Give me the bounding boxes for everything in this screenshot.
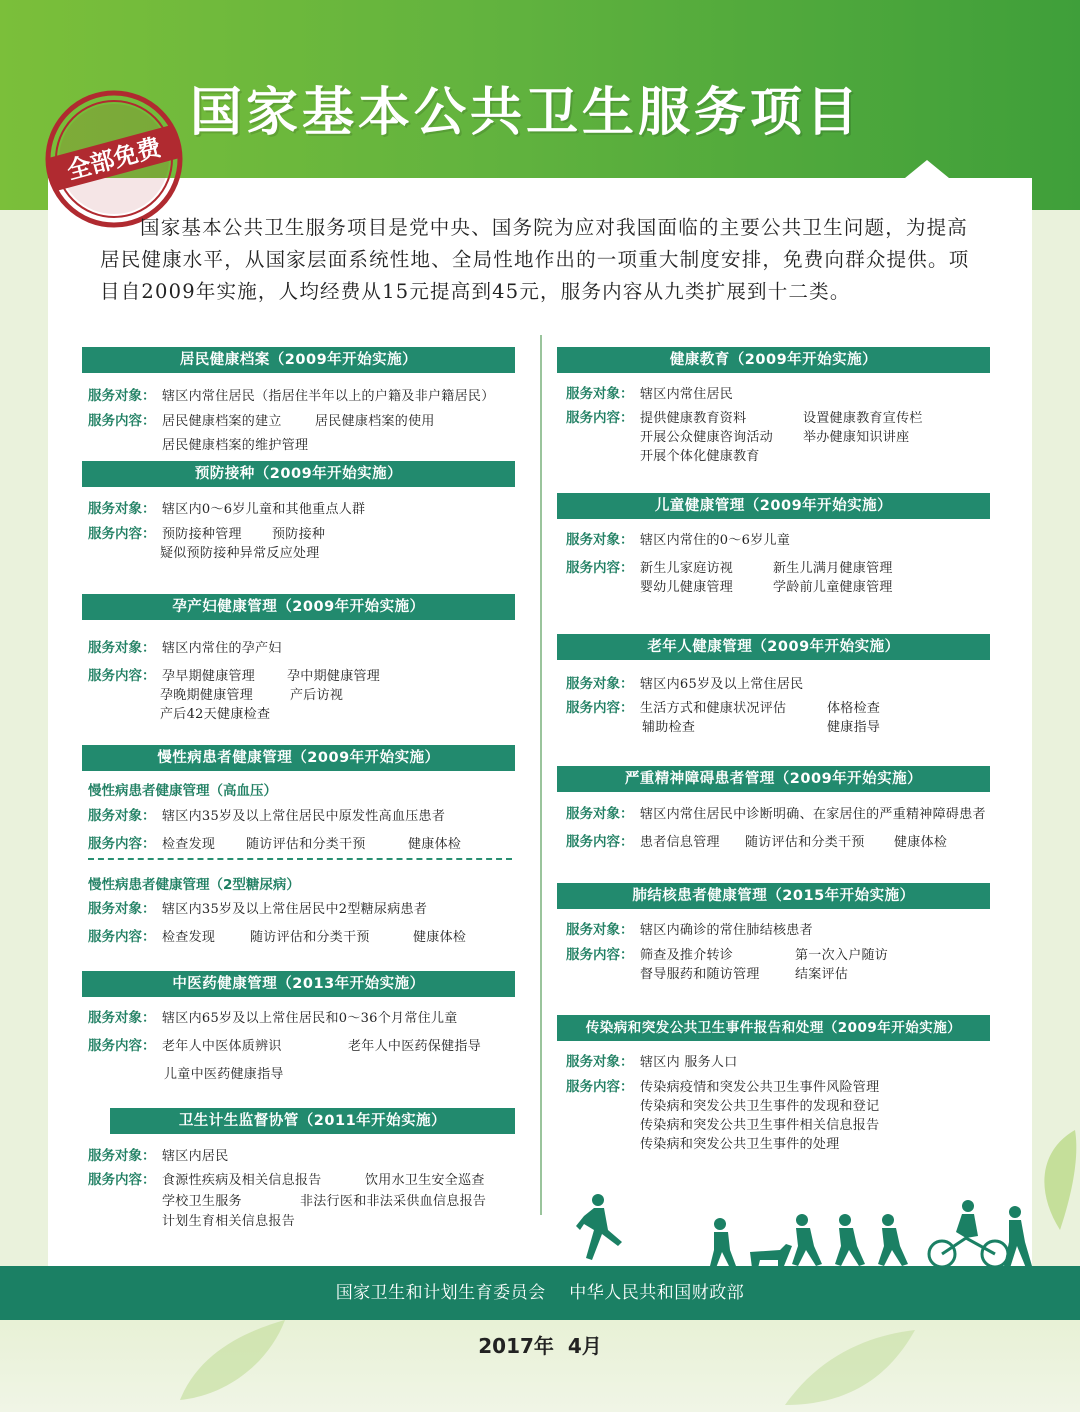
content-item: 学校卫生服务: [162, 1194, 242, 1209]
target-label: 服务对象：: [88, 501, 156, 517]
content-item: 居民健康档案的使用: [315, 414, 435, 429]
target-label: 服务对象：: [566, 1054, 634, 1070]
content-item: 孕晚期健康管理: [160, 688, 254, 703]
section-title-vaccination: 预防接种（2009年开始实施）: [82, 461, 515, 487]
content-label: 服务内容：: [566, 560, 634, 576]
content-item: 食源性疾病及相关信息报告: [162, 1173, 322, 1188]
content-item: 居民健康档案的维护管理: [162, 438, 309, 453]
content-item: 结案评估: [795, 967, 849, 982]
target-label: 服务对象：: [88, 1148, 156, 1164]
target-label: 服务对象：: [88, 901, 156, 917]
content-item: 传染病和突发公共卫生事件的处理: [640, 1137, 840, 1152]
content-label: 服务内容：: [566, 700, 634, 716]
content-item: 检查发现: [162, 837, 216, 852]
target-text: 辖区内 服务人口: [640, 1055, 738, 1070]
target-label: 服务对象：: [88, 640, 156, 656]
content-item: 健康体检: [408, 837, 462, 852]
dashed-separator: [88, 858, 512, 860]
target-label: 服务对象：: [566, 806, 634, 822]
content-label: 服务内容：: [88, 1172, 156, 1188]
paper-notch: [905, 160, 949, 178]
content-item: 预防接种管理: [162, 527, 242, 542]
content-item: 孕早期健康管理: [162, 669, 256, 684]
section-title-mental-health: 严重精神障碍患者管理（2009年开始实施）: [557, 766, 990, 792]
leaf-decoration-icon: [170, 1310, 290, 1410]
content-label: 服务内容：: [88, 413, 156, 429]
content-item: 产后访视: [290, 688, 344, 703]
section-title-supervision: 卫生计生监督协管（2011年开始实施）: [110, 1108, 515, 1134]
section-title-health-records: 居民健康档案（2009年开始实施）: [82, 347, 515, 373]
target-label: 服务对象：: [566, 676, 634, 692]
content-item: 儿童中医药健康指导: [164, 1067, 284, 1082]
content-label: 服务内容：: [566, 834, 634, 850]
content-item: 健康体检: [413, 930, 467, 945]
content-item: 举办健康知识讲座: [803, 430, 910, 445]
target-text: 辖区内35岁及以上常住居民中原发性高血压患者: [162, 809, 446, 824]
section-title-tuberculosis: 肺结核患者健康管理（2015年开始实施）: [557, 883, 990, 909]
stamp-text: 全部免费: [64, 133, 164, 185]
content-item: 新生儿满月健康管理: [773, 561, 893, 576]
issue-date: 2017年 4月: [478, 1334, 602, 1358]
content-item: 传染病和突发公共卫生事件的发现和登记: [640, 1099, 880, 1114]
section-title-tcm: 中医药健康管理（2013年开始实施）: [82, 971, 515, 997]
content-item: 健康体检: [894, 835, 948, 850]
content-item: 学龄前儿童健康管理: [773, 580, 893, 595]
content-label: 服务内容：: [566, 410, 634, 426]
content-item: 新生儿家庭访视: [640, 561, 734, 576]
target-text: 辖区内常住居民（指居住半年以上的户籍及非户籍居民）: [162, 389, 495, 404]
content-label: 服务内容：: [88, 836, 156, 852]
section-title-child-health: 儿童健康管理（2009年开始实施）: [557, 493, 990, 519]
content-item: 生活方式和健康状况评估: [640, 701, 787, 716]
subsection-title-diabetes: 慢性病患者健康管理（2型糖尿病）: [88, 877, 300, 893]
target-text: 辖区内35岁及以上常住居民中2型糖尿病患者: [162, 902, 428, 917]
target-text: 辖区内常住居民: [640, 387, 734, 402]
content-item: 提供健康教育资料: [640, 411, 747, 426]
column-divider: [540, 335, 542, 1215]
content-item: 第一次入户随访: [795, 948, 889, 963]
content-label: 服务内容：: [88, 668, 156, 684]
content-item: 预防接种: [272, 527, 326, 542]
target-text: 辖区内0～6岁儿童和其他重点人群: [162, 502, 366, 517]
target-text: 辖区内65岁及以上常住居民: [640, 677, 804, 692]
content-item: 居民健康档案的建立: [162, 414, 282, 429]
content-item: 随访评估和分类干预: [745, 835, 865, 850]
target-text: 辖区内常住的孕产妇: [162, 641, 282, 656]
section-title-maternal: 孕产妇健康管理（2009年开始实施）: [82, 594, 515, 620]
target-text: 辖区内常住的0～6岁儿童: [640, 533, 791, 548]
section-title-elderly-health: 老年人健康管理（2009年开始实施）: [557, 634, 990, 660]
target-text: 辖区内65岁及以上常住居民和0～36个月常住儿童: [162, 1011, 458, 1026]
content-item: 传染病和突发公共卫生事件相关信息报告: [640, 1118, 880, 1133]
target-label: 服务对象：: [88, 388, 156, 404]
section-title-health-education: 健康教育（2009年开始实施）: [557, 347, 990, 373]
content-item: 筛查及推介转诊: [640, 948, 734, 963]
subsection-title-hypertension: 慢性病患者健康管理（高血压）: [88, 783, 277, 799]
content-item: 非法行医和非法采供血信息报告: [300, 1194, 487, 1209]
target-label: 服务对象：: [88, 1010, 156, 1026]
content-item: 开展个体化健康教育: [640, 449, 760, 464]
section-title-chronic-disease: 慢性病患者健康管理（2009年开始实施）: [82, 745, 515, 771]
content-item: 饮用水卫生安全巡查: [365, 1173, 485, 1188]
content-label: 服务内容：: [88, 526, 156, 542]
target-text: 辖区内居民: [162, 1149, 229, 1164]
content-item: 随访评估和分类干预: [246, 837, 366, 852]
content-item: 老年人中医药保健指导: [348, 1039, 482, 1054]
content-item: 传染病疫情和突发公共卫生事件风险管理: [640, 1080, 880, 1095]
target-label: 服务对象：: [88, 808, 156, 824]
content-item: 检查发现: [162, 930, 216, 945]
content-item: 随访评估和分类干预: [250, 930, 370, 945]
content-label: 服务内容：: [88, 929, 156, 945]
target-label: 服务对象：: [566, 532, 634, 548]
content-label: 服务内容：: [566, 947, 634, 963]
content-item: 疑似预防接种异常反应处理: [160, 546, 320, 561]
content-item: 健康指导: [827, 720, 881, 735]
content-label: 服务内容：: [88, 1038, 156, 1054]
content-item: 辅助检查: [642, 720, 696, 735]
footer-issuers: 国家卫生和计划生育委员会 中华人民共和国财政部: [335, 1283, 745, 1303]
content-item: 设置健康教育宣传栏: [803, 411, 923, 426]
content-item: 体格检查: [827, 701, 881, 716]
page-title: 国家基本公共卫生服务项目: [190, 83, 863, 143]
target-label: 服务对象：: [566, 922, 634, 938]
content-item: 孕中期健康管理: [287, 669, 381, 684]
content-item: 开展公众健康咨询活动: [640, 430, 774, 445]
content-item: 产后42天健康检查: [160, 707, 271, 722]
content-item: 计划生育相关信息报告: [162, 1214, 296, 1229]
section-title-infectious-disease: 传染病和突发公共卫生事件报告和处理（2009年开始实施）: [557, 1015, 990, 1041]
content-item: 患者信息管理: [640, 835, 720, 850]
content-item: 老年人中医体质辨识: [162, 1039, 282, 1054]
content-item: 督导服药和随访管理: [640, 967, 760, 982]
target-label: 服务对象：: [566, 386, 634, 402]
target-text: 辖区内确诊的常住肺结核患者: [640, 923, 813, 938]
content-item: 婴幼儿健康管理: [640, 580, 734, 595]
intro-paragraph: 国家基本公共卫生服务项目是党中央、国务院为应对我国面临的主要公共卫生问题，为提高居民健康水平，从国家层面系统性地、全局性地作出的一项重大制度安排，免费向群众提供。项目自2009年实施，人均经费从15元提高到45元，服务内容从九类扩展到十二类。: [100, 216, 970, 303]
content-label: 服务内容：: [566, 1079, 634, 1095]
free-stamp-icon: [40, 85, 188, 233]
people-silhouette-icon: [570, 1190, 1040, 1270]
target-text: 辖区内常住居民中诊断明确、在家居住的严重精神障碍患者: [640, 807, 986, 822]
